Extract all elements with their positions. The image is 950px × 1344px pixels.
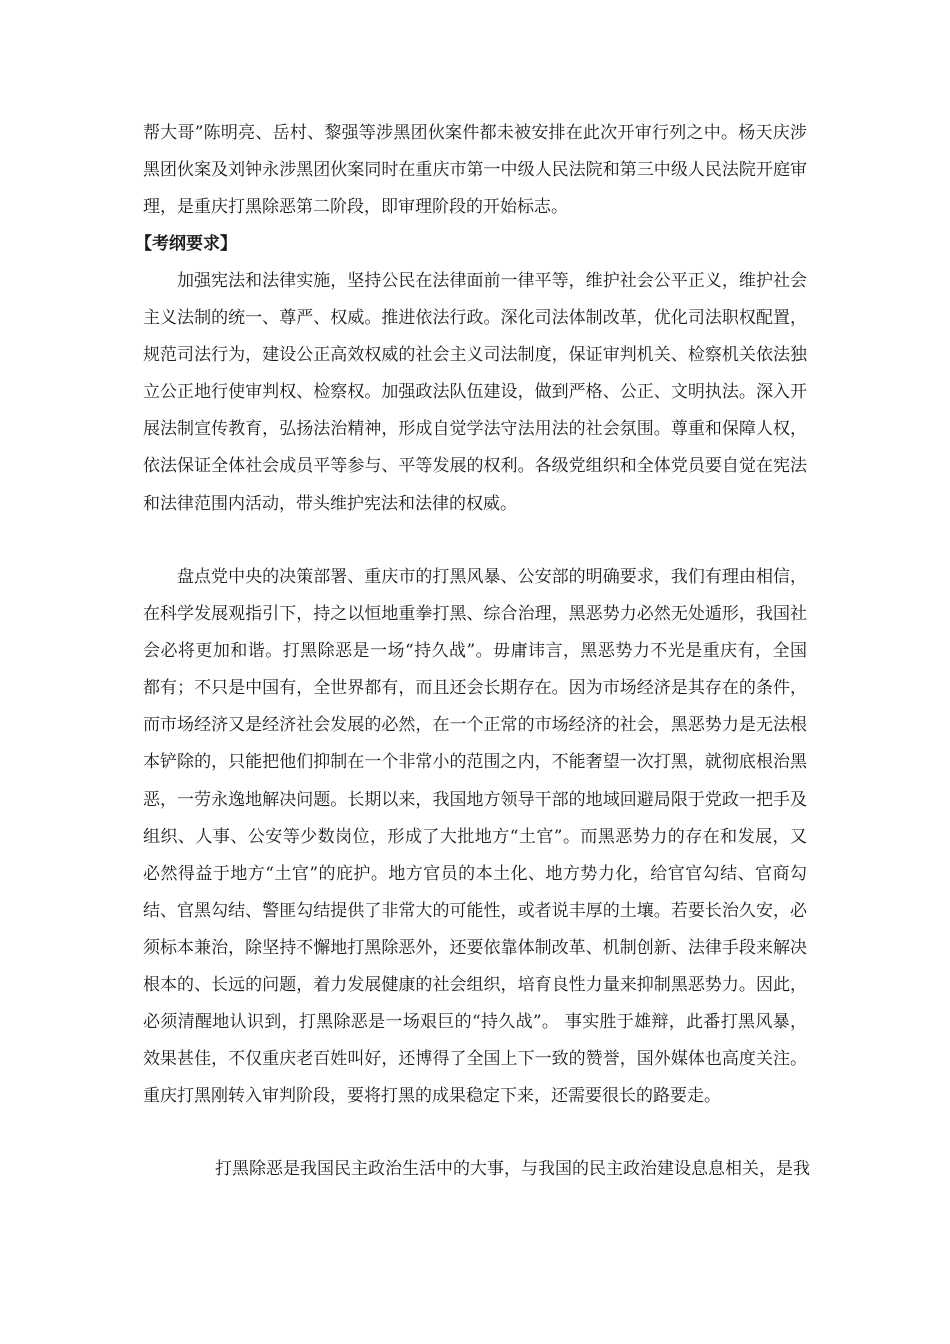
paragraph-line: 会必将更加和谐。打黑除恶是一场“持久战”。毋庸讳言，黑恶势力不光是重庆有，全国 [143, 641, 807, 662]
paragraph-analysis [143, 559, 807, 1115]
paragraph-line: 盘点党中央的决策部署、重庆市的打黑风暴、公安部的明确要求，我们有理由相信， [177, 567, 807, 587]
paragraph-line: 黑团伙案及刘钟永涉黑团伙案同时在重庆市第一中级人民法院和第三中级人民法院开庭审 [143, 160, 807, 181]
paragraph-line: 展法制宣传教育，弘扬法治精神，形成自觉学法守法用法的社会氛围。尊重和保障人权， [143, 419, 807, 440]
paragraph-line: 在科学发展观指引下，持之以恒地重拳打黑、综合治理，黑恶势力必然无处遁形，我国社 [143, 604, 807, 625]
paragraph-line: 效果甚佳，不仅重庆老百姓叫好，还博得了全国上下一致的赞誉，国外媒体也高度关注。 [143, 1049, 807, 1070]
paragraph-line: 必须清醒地认识到，打黑除恶是一场艰巨的“持久战”。 事实胜于雄辩，此番打黑风暴， [143, 1012, 807, 1033]
paragraph-line: 而市场经济又是经济社会发展的必然，在一个正常的市场经济的社会，黑恶势力是无法根 [143, 715, 807, 736]
section-heading-block [135, 226, 807, 263]
paragraph-line: 立公正地行使审判权、检察权。加强政法队伍建设，做到严格、公正、文明执法。深入开 [143, 382, 807, 403]
paragraph-syllabus [143, 263, 807, 523]
paragraph-line: 规范司法行为，建设公正高效权威的社会主义司法制度，保证审判机关、检察机关依法独 [143, 345, 807, 366]
paragraph-line: 须标本兼治，除坚持不懈地打黑除恶外，还要依靠体制改革、机制创新、法律手段来解决 [143, 937, 807, 958]
paragraph-intro [143, 115, 807, 226]
paragraph-line: 恶，一劳永逸地解决问题。长期以来，我国地方领导干部的地域回避局限于党政一把手及 [143, 789, 807, 810]
paragraph-line: 帮大哥”陈明亮、岳村、黎强等涉黑团伙案件都未被安排在此次开审行列之中。杨天庆涉 [143, 123, 807, 143]
paragraph-line: 必然得益于地方“土官”的庇护。地方官员的本土化、地方势力化，给官官勾结、官商勾 [143, 863, 807, 884]
paragraph-line: 都有；不只是中国有，全世界都有，而且还会长期存在。因为市场经济是其存在的条件， [143, 678, 807, 699]
paragraph-line: 结、官黑勾结、警匪勾结提供了非常大的可能性，或者说丰厚的土壤。若要长治久安，必 [143, 900, 807, 921]
paragraph-line: 加强宪法和法律实施，坚持公民在法律面前一律平等，维护社会公平正义，维护社会 [177, 271, 807, 291]
paragraph-line: 和法律范围内活动，带头维护宪法和法律的权威。 [143, 493, 517, 514]
paragraph-line: 理，是重庆打黑除恶第二阶段，即审理阶段的开始标志。 [143, 197, 568, 218]
paragraph-line: 重庆打黑刚转入审判阶段，要将打黑的成果稳定下来，还需要很长的路要走。 [143, 1086, 721, 1107]
paragraph-line: 主义法制的统一、尊严、权威。推进依法行政。深化司法体制改革，优化司法职权配置， [143, 308, 807, 329]
paragraph-line: 打黑除恶是我国民主政治生活中的大事，与我国的民主政治建设息息相关，是我 [215, 1159, 810, 1179]
section-heading: 【考纲要求】 [135, 234, 237, 254]
paragraph-line: 组织、人事、公安等少数岗位，形成了大批地方“土官”。而黑恶势力的存在和发展，又 [143, 826, 807, 847]
paragraph-line: 根本的、长远的问题，着力发展健康的社会组织，培育良性力量来抑制黑恶势力。因此， [143, 975, 807, 996]
paragraph-line: 依法保证全体社会成员平等参与、平等发展的权利。各级党组织和全体党员要自觉在宪法 [143, 456, 807, 477]
paragraph-line: 本铲除的，只能把他们抑制在一个非常小的范围之内，不能奢望一次打黑，就彻底根治黑 [143, 752, 807, 773]
paragraph-conclusion [143, 1151, 810, 1188]
